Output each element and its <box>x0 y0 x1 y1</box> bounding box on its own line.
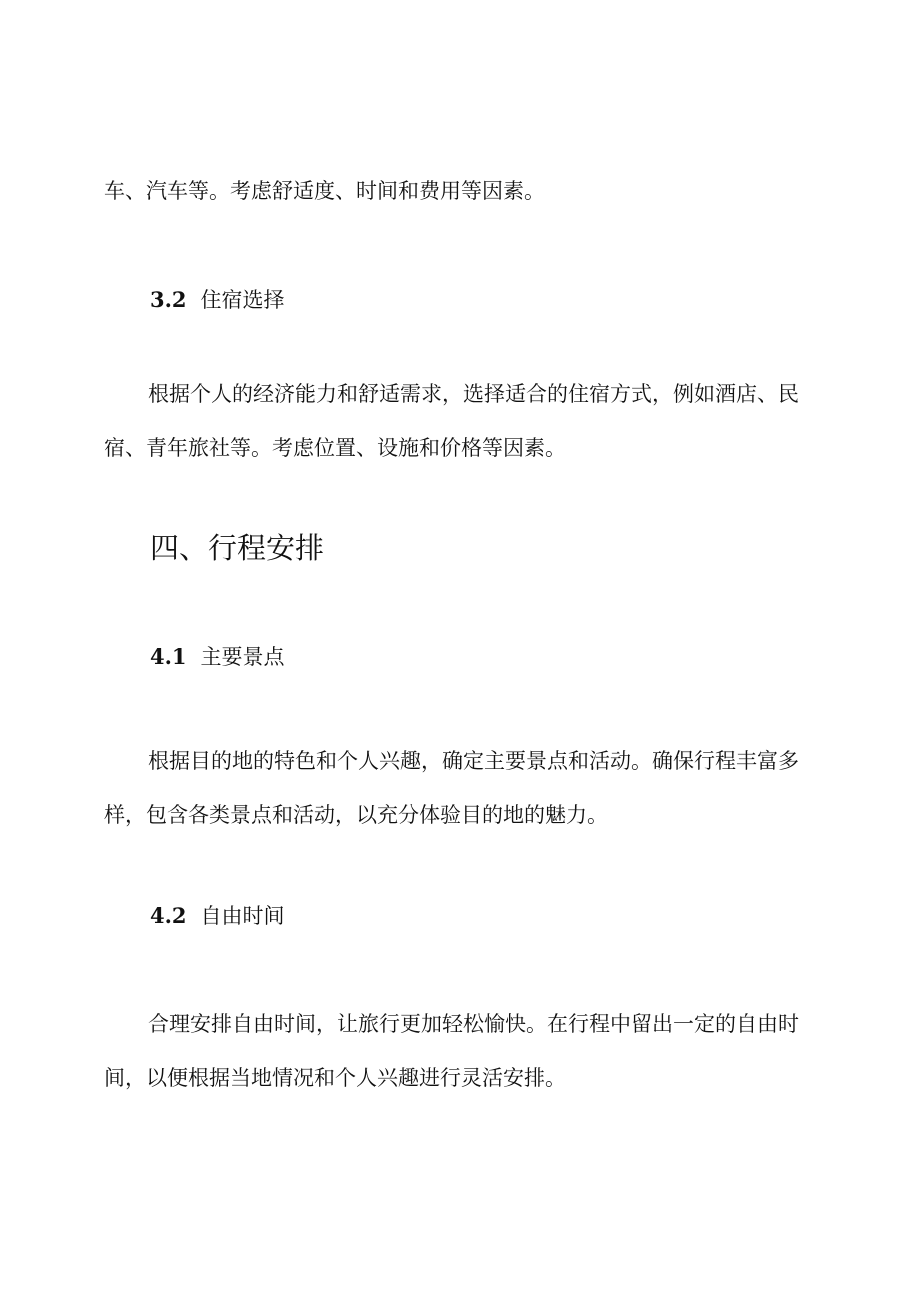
section-3-2-heading <box>150 286 285 314</box>
paragraph-accommodation: 根据个人的经济能力和舒适需求，选择适合的住宿方式，例如酒店、民宿、青年旅社等。考虑位置、设施和价格等因素。 <box>104 382 799 460</box>
section-title: 住宿选择 <box>200 288 285 312</box>
section-title: 主要景点 <box>200 645 285 669</box>
chapter-4-heading: 四、行程安排 <box>150 531 325 565</box>
section-number: 3.2 <box>150 287 187 312</box>
section-title: 自由时间 <box>200 904 285 928</box>
paragraph-transport-continued: 车、汽车等。考虑舒适度、时间和费用等因素。 <box>104 179 545 203</box>
section-4-1-heading <box>150 643 285 671</box>
section-number: 4.1 <box>150 644 187 669</box>
paragraph-main-attractions: 根据目的地的特色和个人兴趣，确定主要景点和活动。确保行程丰富多样，包含各类景点和活动，以充分体验目的地的魅力。 <box>104 749 799 827</box>
paragraph-free-time: 合理安排自由时间，让旅行更加轻松愉快。在行程中留出一定的自由时间，以便根据当地情况和个人兴趣进行灵活安排。 <box>104 1012 799 1090</box>
section-number: 4.2 <box>150 903 187 928</box>
section-4-2-heading <box>150 902 285 930</box>
